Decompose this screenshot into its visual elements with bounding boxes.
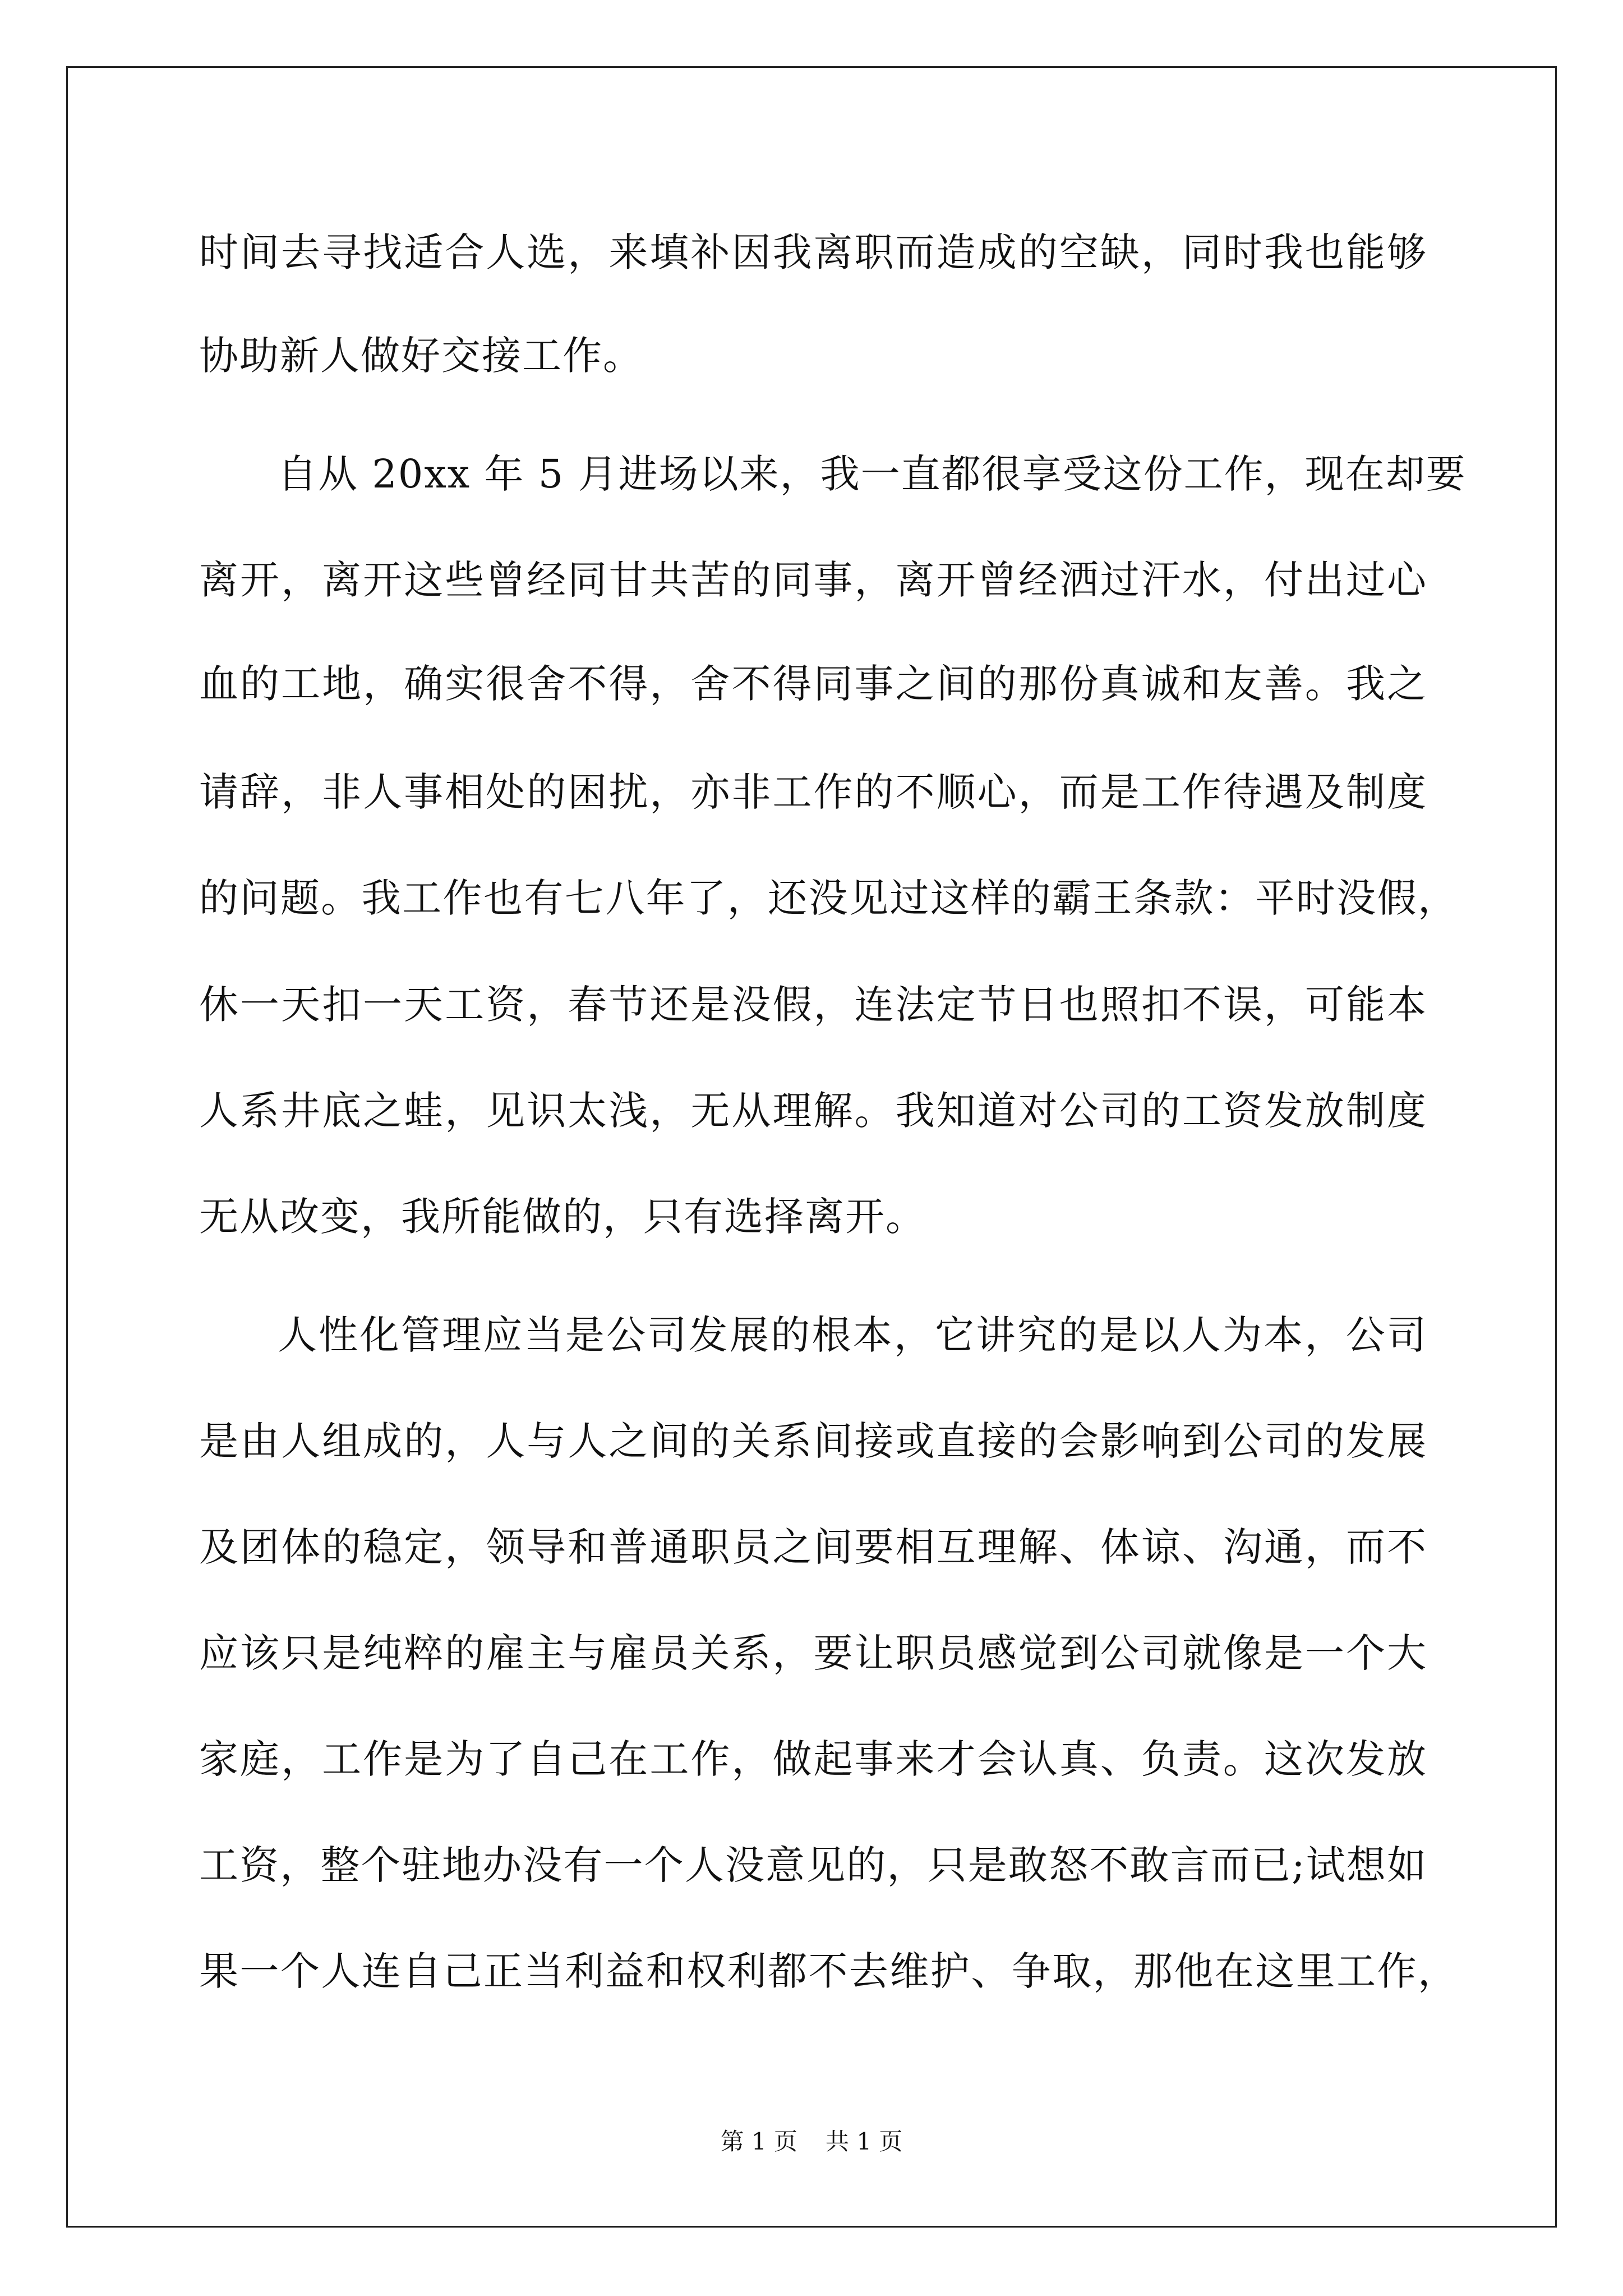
text-line: 是由人组成的，人与人之间的关系间接或直接的会影响到公司的发展 <box>199 1418 1427 1464</box>
text-line: 时间去寻找适合人选，来填补因我离职而造成的空缺，同时我也能够 <box>199 229 1427 275</box>
text-line: 血的工地，确实很舍不得，舍不得同事之间的那份真诚和友善。我之 <box>199 661 1427 707</box>
text-line: 应该只是纯粹的雇主与雇员关系，要让职员感觉到公司就像是一个大 <box>199 1630 1427 1676</box>
text-line: 休一天扣一天工资，春节还是没假，连法定节日也照扣不误，可能本 <box>199 982 1427 1028</box>
text-line: 请辞，非人事相处的困扰，亦非工作的不顺心，而是工作待遇及制度 <box>199 769 1427 815</box>
text-line: 果一个人连自己正当利益和权利都不去维护、争取，那他在这里工作， <box>199 1948 1458 1994</box>
text-line: 工资，整个驻地办没有一个人没意见的，只是敢怒不敢言而已;试想如 <box>199 1842 1427 1888</box>
page-number: 第 1 页 <box>720 2128 797 2155</box>
page-total: 共 1 页 <box>826 2128 903 2155</box>
text-line: 无从改变，我所能做的，只有选择离开。 <box>199 1194 926 1240</box>
page-border <box>66 66 1557 2228</box>
text-line: 协助新人做好交接工作。 <box>199 333 643 379</box>
text-line: 离开，离开这些曾经同甘共苦的同事，离开曾经洒过汗水，付出过心 <box>199 557 1427 603</box>
text-line: 家庭，工作是为了自己在工作，做起事来才会认真、负责。这次发放 <box>199 1736 1427 1782</box>
text-line: 的问题。我工作也有七八年了，还没见过这样的霸王条款：平时没假， <box>199 875 1458 921</box>
paragraph-start-line: 人性化管理应当是公司发展的根本，它讲究的是以人为本，公司 <box>278 1312 1427 1358</box>
text-line: 及团体的稳定，领导和普通职员之间要相互理解、体谅、沟通，而不 <box>199 1524 1427 1570</box>
page-footer <box>0 2125 1623 2159</box>
text-line: 人系井底之蛙，见识太浅，无从理解。我知道对公司的工资发放制度 <box>199 1088 1427 1134</box>
paragraph-start-line: 自从 20xx 年 5 月进场以来，我一直都很享受这份工作，现在却要 <box>278 451 1467 497</box>
